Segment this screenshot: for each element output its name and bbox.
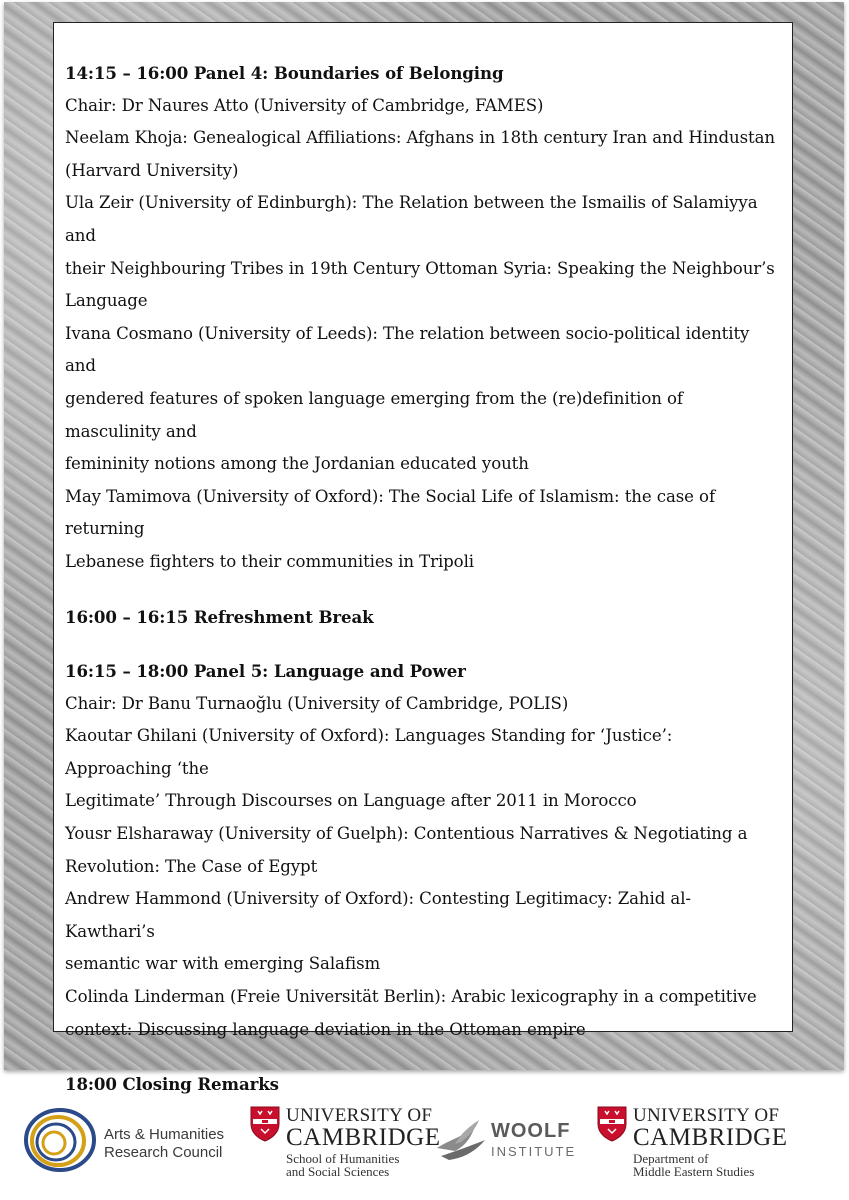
panel4-line: Neelam Khoja: Genealogical Affiliations: Afghans in 18th century Iran and Hindustan [65, 128, 775, 148]
cambridge-shss-line2: CAMBRIDGE [286, 1124, 441, 1151]
cambridge-shss-line3: School of Humanities [286, 1151, 400, 1166]
panel4-line: gendered features of spoken language emerging from the (re)definition of masculinity and [65, 388, 683, 441]
panel5-line: Legitimate’ Through Discourses on Language after 2011 in Morocco [65, 791, 637, 811]
ahrc-line2: Research Council [104, 1144, 223, 1161]
panel5-line: Yousr Elsharaway (University of Guelph): Contentious Narratives & Negotiating a [65, 824, 748, 844]
cambridge-dmes-line2: CAMBRIDGE [633, 1124, 788, 1151]
panel4-line: Language [65, 291, 148, 311]
cambridge-shss-logo [250, 1105, 441, 1179]
woolf-line2: INSTITUTE [491, 1144, 577, 1159]
panel4-heading: 14:15 – 16:00 Panel 4: Boundaries of Belonging [65, 63, 504, 83]
sponsor-logos [0, 1090, 849, 1190]
spacer [65, 633, 780, 655]
panel5-heading: 16:15 – 18:00 Panel 5: Language and Power [65, 661, 466, 682]
cambridge-shss-line4: and Social Sciences [286, 1164, 390, 1179]
break-heading: 16:00 – 16:15 Refreshment Break [65, 606, 374, 627]
cambridge-shss-line1: UNIVERSITY OF [286, 1105, 433, 1126]
cambridge-shield-icon [597, 1106, 627, 1142]
panel5-line: Kaoutar Ghilani (University of Oxford): Languages Standing for ‘Justice’: Approaching ‘the [65, 726, 673, 778]
panel4-line: Lebanese fighters to their communities in Tripoli [65, 551, 474, 571]
panel5-line: Revolution: The Case of Egypt [65, 856, 318, 876]
ahrc-wordmark [104, 1126, 224, 1162]
cambridge-shield-icon [250, 1106, 280, 1142]
schedule-box [53, 22, 793, 1095]
spacer [65, 579, 780, 601]
panel4-line: May Tamimova (University of Oxford): The Social Life of Islamism: the case of returning [65, 486, 715, 539]
woolf-bird-icon [435, 1118, 489, 1162]
panel4-line: their Neighbouring Tribes in 19th Century Ottoman Syria: Speaking the Neighbour’s [65, 258, 775, 278]
panel5-line: Andrew Hammond (University of Oxford): Contesting Legitimacy: Zahid al-Kawthari’s [65, 889, 691, 941]
panel4-line: Chair: Dr Naures Atto (University of Cambridge, FAMES) [65, 95, 544, 115]
ahrc-line1: Arts & Humanities [104, 1126, 225, 1143]
panel5-line: semantic war with emerging Salafism [65, 954, 381, 974]
panel4-line: Ivana Cosmano (University of Leeds): The relation between socio-political identity and [65, 323, 750, 376]
woolf-institute-logo [435, 1118, 585, 1168]
cambridge-dmes-line4: Middle Eastern Studies [633, 1164, 755, 1179]
woolf-line1: WOOLF [491, 1120, 571, 1142]
panel5-line: Colinda Linderman (Freie Universität Berlin): Arabic lexicography in a competitive [65, 987, 757, 1007]
cambridge-dmes-line3: Department of [633, 1151, 709, 1166]
panel5-line: Chair: Dr Banu Turnaoğlu (University of Cambridge, POLIS) [65, 693, 569, 713]
panel4-line: Ula Zeir (University of Edinburgh): The Relation between the Ismailis of Salamiyya and [65, 193, 758, 245]
panel5-line: context: Discussing language deviation in the Ottoman empire [65, 1019, 586, 1039]
closing-heading: 18:00 Closing Remarks [65, 1074, 279, 1095]
ahrc-logo [22, 1104, 237, 1174]
panel4-line: (Harvard University) [65, 160, 239, 180]
ahrc-rings-icon [22, 1104, 98, 1174]
cambridge-dmes-line1: UNIVERSITY OF [633, 1105, 780, 1126]
panel4-line: femininity notions among the Jordanian educated youth [65, 454, 529, 474]
cambridge-dmes-logo [597, 1105, 788, 1179]
spacer [65, 1046, 780, 1068]
